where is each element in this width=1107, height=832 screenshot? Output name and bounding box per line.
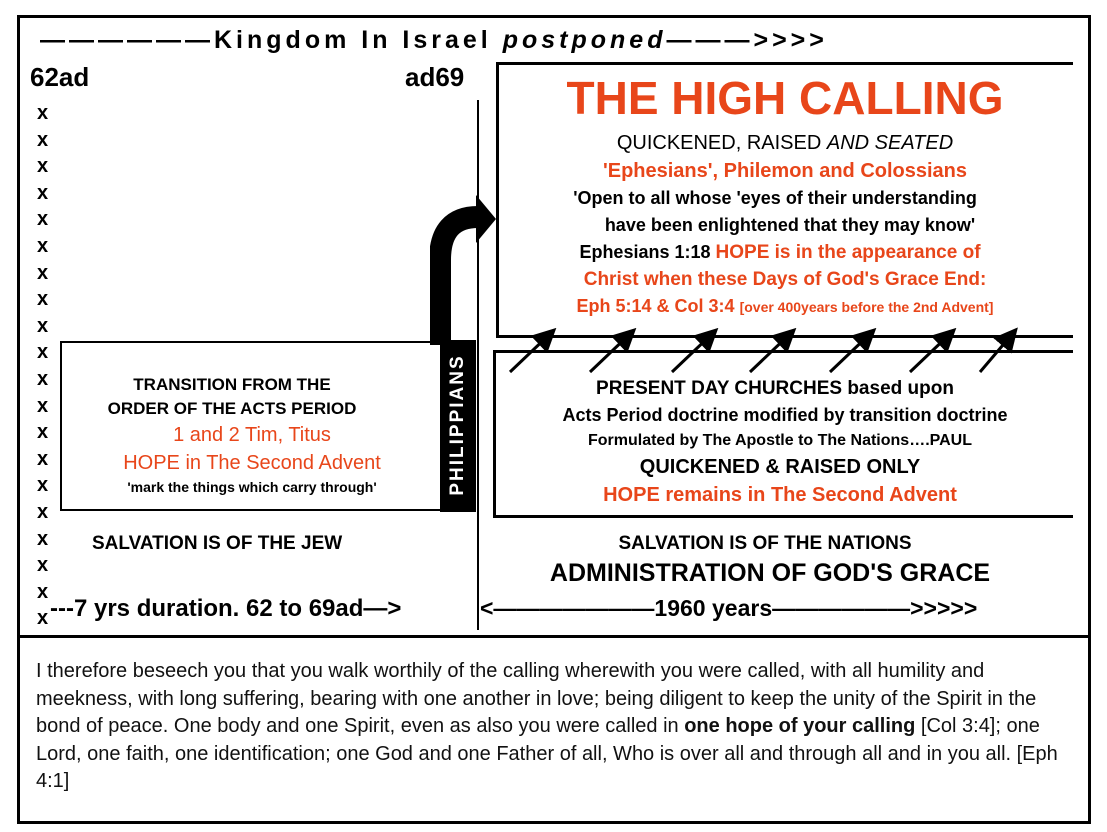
hc-line4: have been enlightened that they may know' — [604, 215, 976, 235]
x-mark: x — [37, 314, 49, 337]
transition-line2: ORDER OF THE ACTS PERIOD — [107, 399, 357, 418]
header-banner — [40, 26, 1070, 55]
duration-label: ---7 yrs duration. 62 to 69ad—> — [50, 595, 402, 622]
transition-line4: HOPE in The Second Advent — [123, 452, 381, 474]
header-suffix: ———>>>> — [666, 26, 828, 54]
transition-line3: 1 and 2 Tim, Titus — [173, 424, 331, 446]
x-mark: x — [37, 288, 49, 311]
hc-line7b: [over 400years before the 2nd Advent] — [739, 299, 994, 315]
hc-line5a: Ephesians 1:18 — [579, 242, 716, 262]
year-end: ad69 — [405, 62, 465, 92]
hc-line7a: Eph 5:14 & Col 3:4 — [576, 296, 740, 316]
salvation-jew: SALVATION IS OF THE JEW — [92, 533, 343, 554]
x-mark: x — [37, 155, 49, 178]
pd-line1: PRESENT DAY CHURCHES based upon — [596, 378, 954, 399]
header-italic: postponed — [502, 26, 667, 54]
x-mark: x — [37, 128, 49, 151]
x-mark: x — [37, 394, 49, 417]
x-mark: x — [37, 607, 49, 630]
x-mark: x — [37, 181, 49, 204]
hc-line1b: AND SEATED — [826, 132, 954, 154]
x-mark: x — [37, 421, 49, 444]
transition-line5: 'mark the things which carry through' — [127, 479, 377, 495]
x-mark: x — [37, 554, 49, 577]
timeline-divider — [477, 100, 479, 630]
philippians-label: PHILIPPIANS — [447, 354, 468, 496]
x-mark: x — [37, 527, 49, 550]
years-label: <———————1960 years——————>>>>> — [480, 595, 978, 621]
x-mark: x — [37, 341, 49, 364]
pd-line2: Acts Period doctrine modified by transition doctrine — [562, 405, 1008, 425]
x-mark: x — [37, 367, 49, 390]
x-mark: x — [37, 500, 49, 523]
administration-label: ADMINISTRATION OF GOD'S GRACE — [549, 559, 991, 587]
quote-text-1: I therefore beseech you that you walk worthily of the calling wherewith you were called, with all humility and meekness, with long suffering, bearing with one another in love; being diligent to keep the unity of the Spirit in the bond of peace. One body and one Spirit, even as also you were called in — [36, 660, 1037, 737]
x-mark: x — [37, 580, 49, 603]
hc-line5b: HOPE is in the appearance of — [715, 242, 981, 263]
present-day-text — [500, 375, 1070, 509]
x-mark: x — [37, 102, 49, 124]
hc-line6: Christ when these Days of God's Grace End: — [583, 269, 987, 290]
pd-line4: QUICKENED & RAISED ONLY — [639, 456, 921, 478]
x-mark: x — [37, 261, 49, 284]
x-mark: x — [37, 208, 49, 231]
high-calling-title: THE HIGH CALLING — [566, 72, 1004, 124]
quote-bold: one hope of your calling — [684, 715, 916, 737]
x-mark: x — [37, 234, 49, 257]
transition-line1: TRANSITION FROM THE — [133, 375, 331, 394]
pd-line5: HOPE remains in The Second Advent — [603, 484, 957, 506]
quote-text-2: [Col 3:4]; one Lord, one faith, one identification; one God and one Father of all, Who is over all and through all and in you all. [Eph 4:1] — [36, 715, 1058, 792]
hc-line2: 'Ephesians', Philemon and Colossians — [602, 160, 968, 182]
pd-line3: Formulated by The Apostle to The Nations….PAUL — [587, 432, 972, 449]
salvation-nations: SALVATION IS OF THE NATIONS — [618, 533, 912, 554]
x-marks-column — [37, 100, 57, 632]
hc-line1a: QUICKENED, RAISED — [616, 132, 827, 154]
hc-line3: 'Open to all whose 'eyes of their understanding — [573, 188, 977, 208]
calling-arrow-shaft — [440, 217, 478, 345]
transition-box — [60, 341, 444, 511]
year-start: 62ad — [30, 62, 90, 92]
scripture-quote — [36, 658, 1081, 796]
x-mark: x — [37, 474, 49, 497]
x-mark: x — [37, 447, 49, 470]
high-calling-text — [500, 129, 1070, 321]
header-prefix: ——————Kingdom In Israel — [40, 26, 503, 54]
